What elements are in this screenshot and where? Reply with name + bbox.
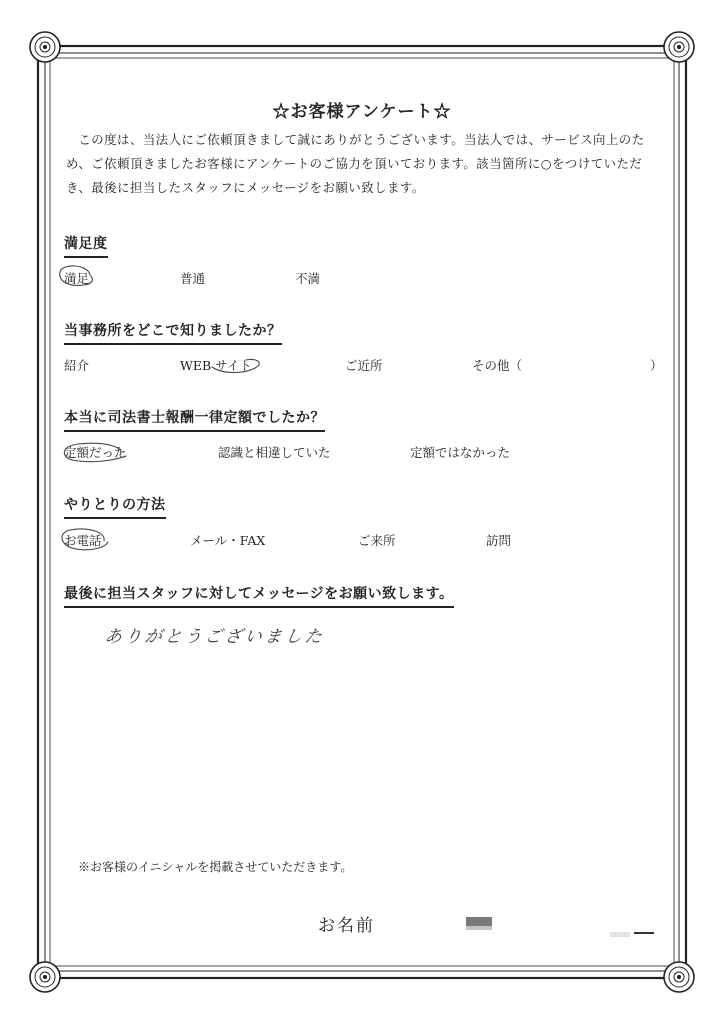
option-was-flat-fee[interactable]: 定額だった	[64, 445, 127, 460]
option-other-close-paren: ）	[650, 358, 663, 373]
option-unsatisfied[interactable]: 不満	[295, 271, 321, 286]
option-other[interactable]: その他（	[472, 358, 523, 373]
survey-title: ☆お客様アンケート☆	[272, 102, 452, 122]
heading-contact-method: やりとりの方法	[64, 494, 166, 519]
option-neighborhood[interactable]: ご近所	[345, 358, 383, 373]
heading-flat-fee: 本当に司法書士報酬一律定額でしたか？	[64, 407, 325, 432]
name-redaction	[466, 917, 492, 926]
option-phone[interactable]: お電話	[64, 533, 102, 548]
option-home-visit[interactable]: 訪問	[486, 533, 512, 548]
intro-paragraph: この度は、当法人にご依頼頂きまして誠にありがとうございます。当法人では、サービス向上のため、ご依頼頂きましたお客様にアンケートのご協力を頂いております。該当箇所に○をつけていただき、最後に担当したスタッフにメッセージをお願い致します。	[66, 132, 645, 195]
initials-note: ※お客様のイニシャルを掲載させていただきます。	[78, 860, 353, 874]
option-office-visit[interactable]: ご来所	[358, 533, 396, 548]
option-neutral[interactable]: 普通	[180, 271, 206, 286]
intro-text	[66, 128, 666, 200]
heading-message: 最後に担当スタッフに対してメッセージをお願い致します。	[64, 583, 454, 608]
option-mail-fax[interactable]: メール・FAX	[190, 533, 266, 548]
name-label: お名前	[318, 916, 375, 936]
name-underline-stroke	[634, 932, 654, 934]
heading-satisfaction: 満足度	[64, 233, 108, 258]
option-not-flat-fee[interactable]: 定額ではなかった	[410, 445, 511, 460]
name-redaction-shadow	[466, 926, 492, 930]
option-satisfied[interactable]: 満足	[64, 271, 90, 286]
option-differed[interactable]: 認識と相違していた	[218, 445, 331, 460]
option-website[interactable]: WEB サイト	[180, 358, 252, 373]
name-smudge	[610, 932, 630, 937]
option-referral[interactable]: 紹介	[64, 358, 90, 373]
handwritten-message[interactable]: ありがとうございました	[103, 627, 327, 647]
heading-how-found: 当事務所をどこで知りましたか？	[64, 320, 282, 345]
